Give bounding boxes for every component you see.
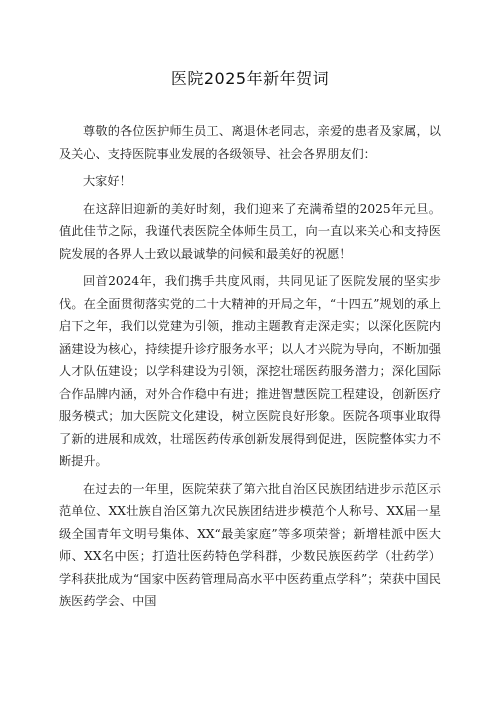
paragraph-review-2024: 回首2024年，我们携手共度风雨，共同见证了医院发展的坚实步伐。在全面贯彻落实党的二十大精神的开局之年，“十四五”规划的承上启下之年，我们以党建为引领，推动主题教育走深走实；以深化医院内涵建设为核心，持续提升诊疗服务水平；以人才兴院为导向，不断加强人才队伍建设；以学科建设为引领，深挖壮瑶医药服务潜力；深化国际合作品牌内涵，对外合作稳中有进；推进智慧医院工程建设，创新医疗服务模式；加大医院文化建设，树立医院良好形象。医院各项事业取得了新的进展和成效，壮瑶医药传承创新发展得到促进，医院整体实力不断提升。	[59, 274, 441, 468]
document-title: 医院2025年新年贺词	[170, 69, 330, 88]
paragraph-salutation: 尊敬的各位医护师生员工、离退休老同志，亲爱的患者及家属，以及关心、支持医院事业发展的各级领导、社会各界朋友们：	[59, 124, 441, 161]
paragraph-honors: 在过去的一年里，医院荣获了第六批自治区民族团结进步示范区示范单位、XX壮族自治区第九次民族团结进步模范个人称号、XX届一星级全国青年文明号集体、XX“最美家庭”等多项荣誉；新增桂派中医大师、XX名中医；打造壮医药特色学科群，少数民族医药学（壮药学）学科获批成为“国家中医药管理局高水平中医药重点学科”；荣获中国民族医药学会、中国	[59, 481, 441, 608]
document-body	[59, 120, 441, 618]
paragraph-new-year-wishes: 在这辞旧迎新的美好时刻，我们迎来了充满希望的2025年元旦。值此佳节之际，我谨代表医院全体师生员工，向一直以来关心和支持医院发展的各界人士致以最诚挚的问候和最美好的祝愿！	[59, 201, 441, 261]
paragraph-greeting: 大家好！	[83, 174, 132, 188]
